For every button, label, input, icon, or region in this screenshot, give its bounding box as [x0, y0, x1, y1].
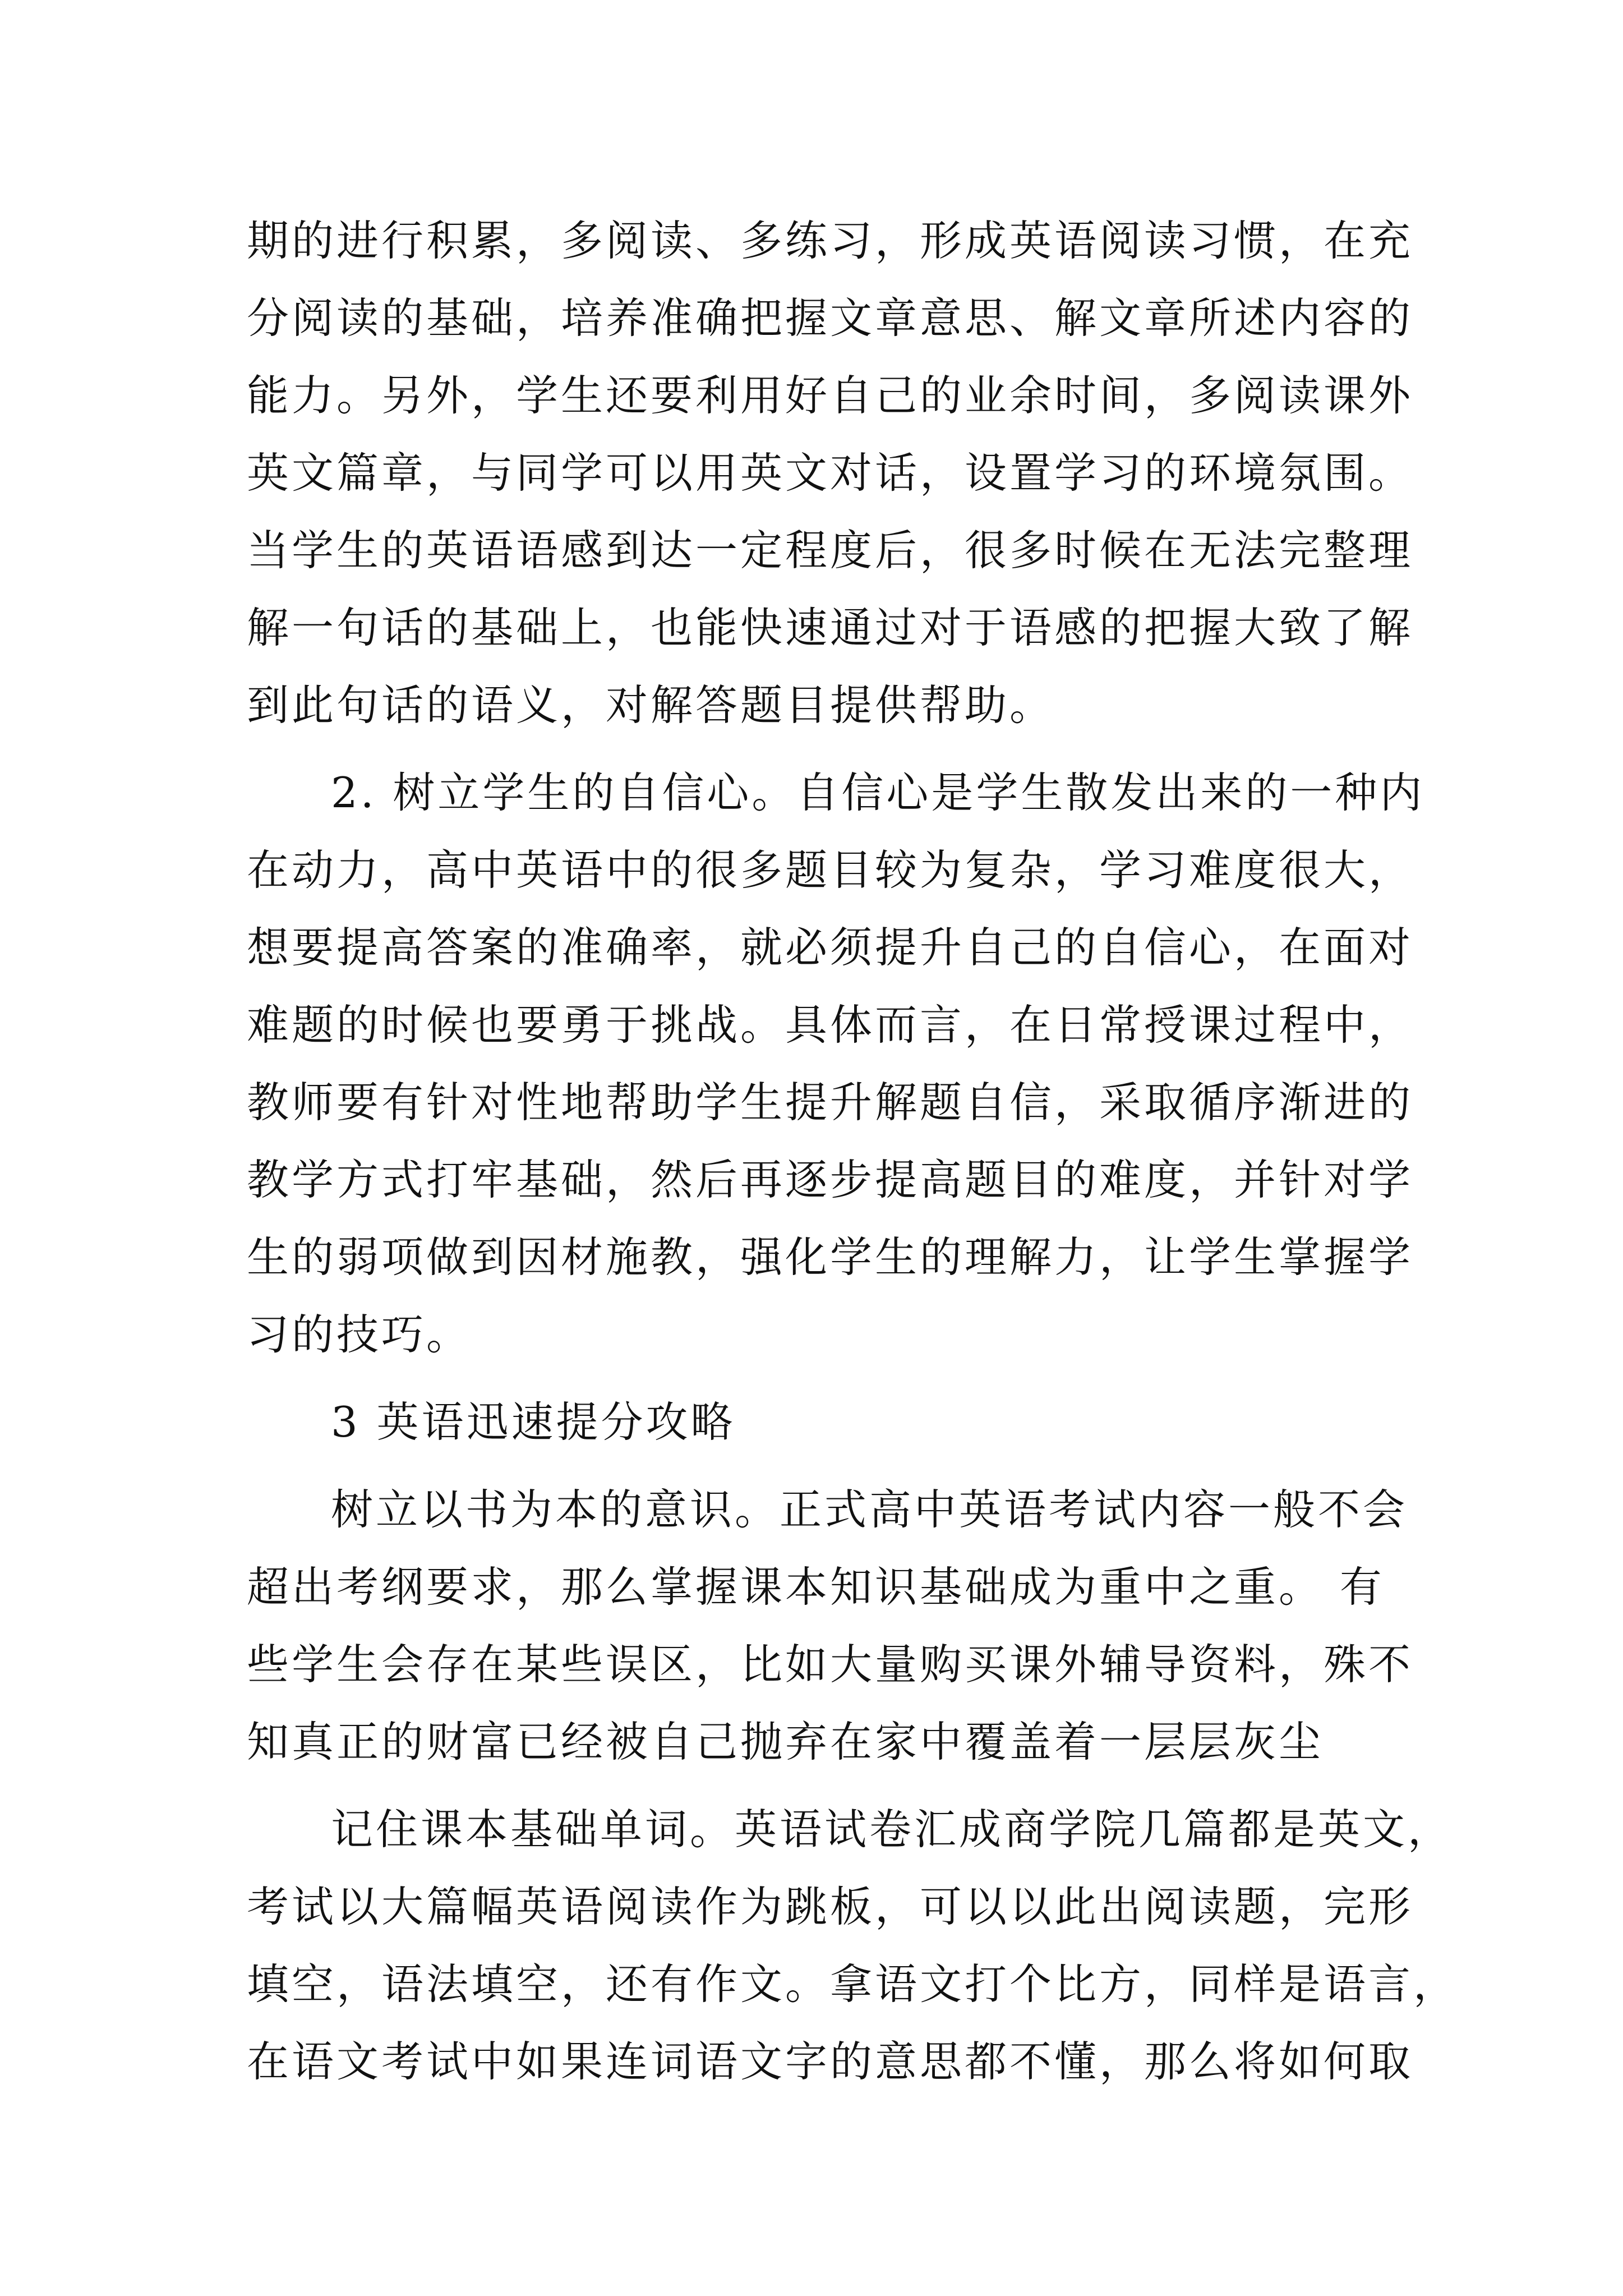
section-heading-text: 3 英语迅速提分攻略: [331, 1397, 736, 1447]
paragraph-spacer: [247, 1461, 1391, 1471]
text-line: 当学生的英语语感到达一定程度后，很多时候在无法完整理: [247, 526, 1414, 575]
text-line: 英文篇章，与同学可以用英文对话，设置学习的环境氛围。: [247, 448, 1414, 498]
text-line: 期的进行积累，多阅读、多练习，形成英语阅读习惯，在充: [247, 216, 1414, 265]
paragraph-spacer: [247, 1373, 1391, 1383]
text-line: 想要提高答案的准确率，就必须提升自己的自信心，在面对: [247, 923, 1414, 972]
paragraph-basic-vocabulary: [247, 1791, 1459, 2100]
text-line: 教师要有针对性地帮助学生提升解题自信，采取循序渐进的: [247, 1078, 1414, 1127]
text-line: 填空，语法填空，还有作文。拿语文打个比方，同样是语言，: [247, 1959, 1459, 2009]
text-line: 难题的时候也要勇于挑战。具体而言，在日常授课过程中，: [247, 1000, 1414, 1050]
paragraph-confidence: [247, 754, 1425, 1373]
text-line: 教学方式打牢基础，然后再逐步提高题目的难度，并针对学: [247, 1155, 1414, 1204]
text-line: 能力。另外，学生还要利用好自己的业余时间，多阅读课外: [247, 371, 1414, 420]
text-line: 超出考纲要求，那么掌握课本知识基础成为重中之重。 有: [247, 1562, 1385, 1612]
section-heading: [247, 1383, 1391, 1461]
text-line: 考试以大篇幅英语阅读作为跳板，可以以此出阅读题，完形: [247, 1882, 1414, 1931]
paragraph-spacer: [247, 1780, 1391, 1791]
text-line: 树立以书为本的意识。正式高中英语考试内容一般不会: [331, 1485, 1408, 1534]
text-line: 在动力，高中英语中的很多题目较为复杂，学习难度很大，: [247, 845, 1414, 895]
text-line: 习的技巧。: [247, 1310, 472, 1359]
document-page: [247, 202, 1459, 2100]
paragraph-spacer: [247, 744, 1391, 754]
text-line: 知真正的财富已经被自己抛弃在家中覆盖着一层层灰尘: [247, 1717, 1324, 1766]
text-line: 记住课本基础单词。英语试卷汇成商学院几篇都是英文，: [331, 1805, 1453, 1854]
text-line: 2. 树立学生的自信心。自信心是学生散发出来的一种内: [331, 768, 1425, 817]
paragraph-textbook-awareness: [247, 1471, 1414, 1780]
text-line: 些学生会存在某些误区，比如大量购买课外辅导资料，殊不: [247, 1640, 1414, 1689]
text-line: 解一句话的基础上，也能快速通过对于语感的把握大致了解: [247, 603, 1414, 652]
text-line: 分阅读的基础，培养准确把握文章意思、解文章所述内容的: [247, 293, 1414, 343]
text-line: 生的弱项做到因材施教，强化学生的理解力，让学生掌握学: [247, 1232, 1414, 1282]
text-line: 到此句话的语义，对解答题目提供帮助。: [247, 680, 1055, 730]
paragraph-reading-habits: [247, 202, 1414, 744]
text-line: 在语文考试中如果连词语文字的意思都不懂，那么将如何取: [247, 2037, 1414, 2086]
